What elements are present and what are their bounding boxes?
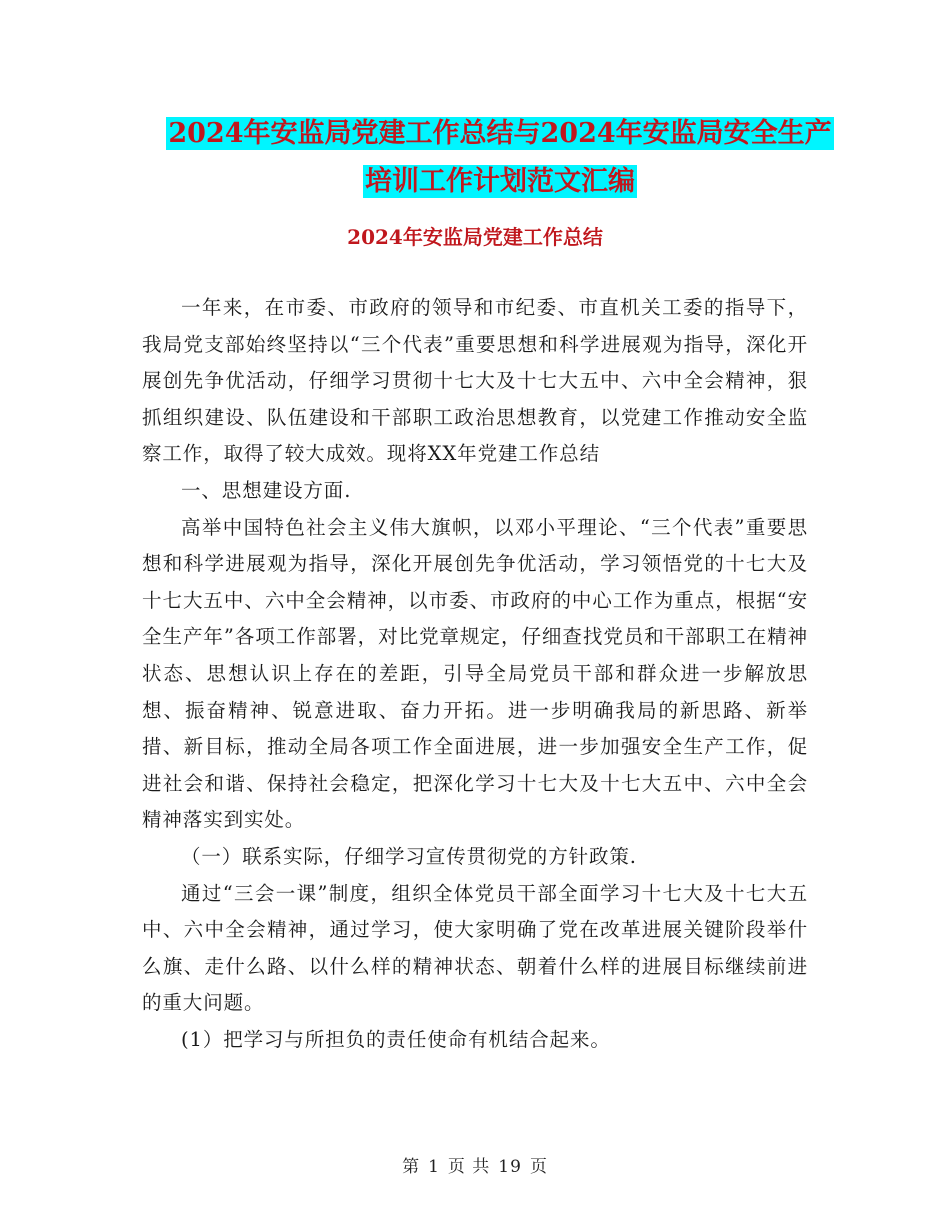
footer-mid: 页 共 — [447, 1157, 491, 1177]
document-body — [142, 290, 808, 1058]
subheading-study-policy: （一）联系实际，仔细学习宣传贯彻党的方针政策. — [181, 844, 637, 868]
footer-suffix: 页 — [529, 1157, 548, 1177]
paragraph-study: 通过“三会一课”制度，组织全体党员干部全面学习十七大及十七大五中、六中全会精神，通过学习，使大家明确了党在改革进展关键阶段举什么旗、走什么路、以什么样的精神状态、朝着什么样的进展目标继续前进的重大问题。 — [142, 881, 808, 1015]
document-title-line-1: 2024年安监局党建工作总结与2024年安监局安全生产 — [168, 118, 832, 149]
footer-page-number: 1 — [428, 1157, 440, 1177]
footer-prefix: 第 — [402, 1157, 421, 1177]
paragraph-ideology: 高举中国特色社会主义伟大旗帜，以邓小平理论、“三个代表”重要思想和科学进展观为指导，深化开展创先争优活动，学习领悟党的十七大及十七大五中、六中全会精神，以市委、市政府的中心工作为重点，根据“安全生产年”各项工作部署，对比党章规定，仔细查找党员和干部职工在精神状态、思想认识上存在的差距，引导全局党员干部和群众进一步解放思想、振奋精神、锐意进取、奋力开拓。进一步明确我局的新思路、新举措、新目标，推动全局各项工作全面进展，进一步加强安全生产工作，促进社会和谐、保持社会稳定，把深化学习十七大及十七大五中、六中全会精神落实到实处。 — [142, 515, 808, 832]
heading-ideology: 一、思想建设方面. — [181, 478, 352, 502]
document-title — [130, 110, 870, 206]
section-title: 2024年安监局党建工作总结 — [347, 225, 603, 249]
document-title-line-2: 培训工作计划范文汇编 — [365, 166, 635, 197]
list-item-1: (1）把学习与所担负的责任使命有机结合起来。 — [181, 1027, 611, 1051]
paragraph-intro: 一年来，在市委、市政府的领导和市纪委、市直机关工委的指导下，我局党支部始终坚持以“三个代表”重要思想和科学进展观为指导，深化开展创先争优活动，仔细学习贯彻十七大及十七大五中、六中全会精神，狠抓组织建设、队伍建设和干部职工政治思想教育，以党建工作推动安全监察工作，取得了较大成效。现将XX年党建工作总结 — [142, 296, 808, 466]
footer-total-pages: 19 — [498, 1157, 522, 1177]
page-footer — [0, 1152, 950, 1177]
